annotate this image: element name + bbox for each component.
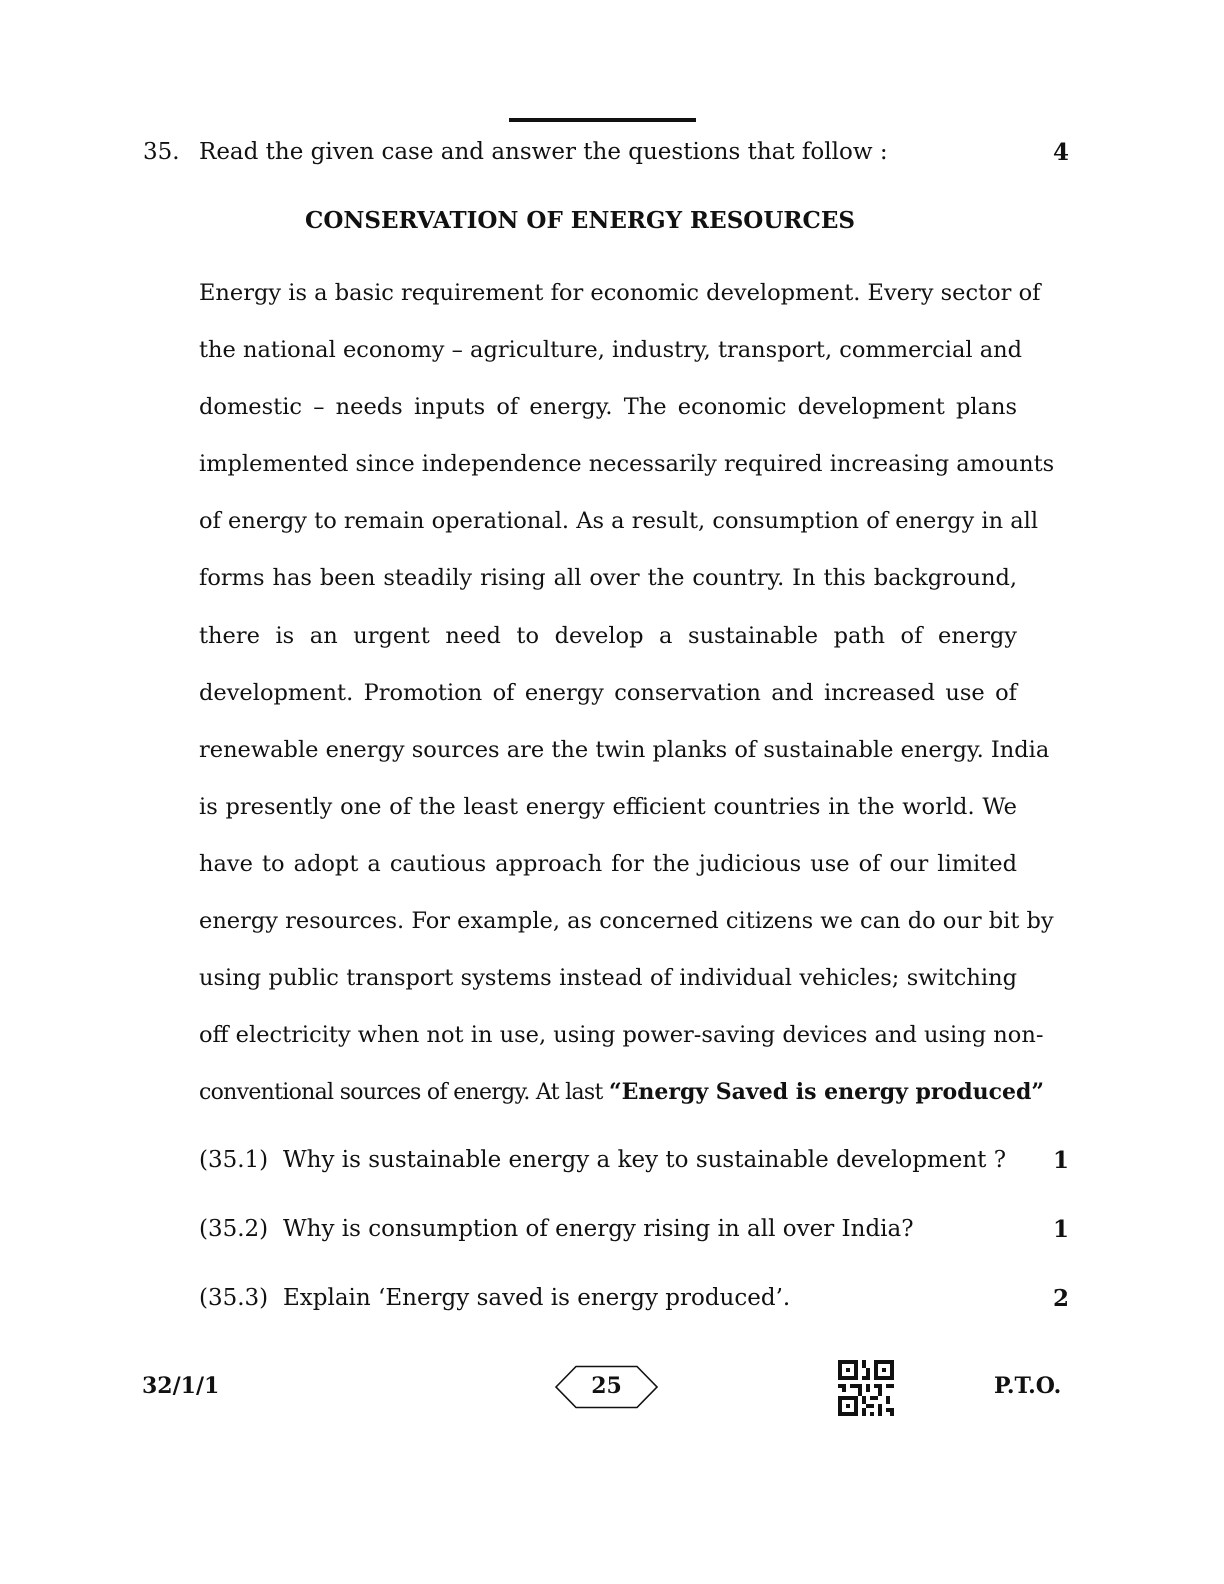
subquestion-number: (35.1) — [199, 1147, 269, 1173]
subquestion-number: (35.2) — [199, 1216, 269, 1242]
passage-line: energy resources. For example, as concerned citizens we can do our bit by — [199, 908, 1054, 935]
passage-line: renewable energy sources are the twin planks of sustainable energy. India — [199, 736, 1050, 763]
subquestion-marks: 1 — [1052, 1216, 1069, 1243]
passage-line: is presently one of the least energy efficient countries in the world. We — [199, 793, 1017, 820]
passage-line: using public transport systems instead of individual vehicles; switching — [199, 965, 1017, 992]
subquestion-marks: 2 — [1052, 1285, 1069, 1312]
passage-line: have to adopt a cautious approach for the judicious use of our limited — [199, 850, 1017, 877]
passage-line: domestic – needs inputs of energy. The economic development plans — [199, 394, 1017, 421]
question-instruction: Read the given case and answer the questions that follow : — [199, 139, 888, 165]
subquestion-number: (35.3) — [199, 1285, 269, 1311]
page-number: 25 — [591, 1373, 622, 1399]
passage-line: development. Promotion of energy conservation and increased use of — [199, 679, 1017, 706]
passage-line: of energy to remain operational. As a result, consumption of energy in all — [199, 508, 1039, 535]
subquestion — [199, 1216, 914, 1242]
passage-line: forms has been steadily rising all over the country. In this background, — [199, 565, 1017, 592]
subquestion — [199, 1147, 1006, 1173]
page-number-badge — [555, 1365, 658, 1409]
top-divider — [509, 118, 696, 122]
subquestion-text: Why is sustainable energy a key to sustainable development ? — [283, 1147, 1007, 1173]
please-turn-over: P.T.O. — [994, 1373, 1062, 1399]
qr-code-icon — [838, 1360, 894, 1416]
passage-line: implemented since independence necessarily required increasing amounts — [199, 451, 1055, 478]
question-number: 35. — [143, 139, 180, 165]
passage-line: off electricity when not in use, using power-saving devices and using non- — [199, 1022, 1044, 1049]
subquestion — [199, 1285, 790, 1311]
paper-code: 32/1/1 — [142, 1373, 220, 1399]
passage-quote: “Energy Saved is energy produced” — [608, 1079, 1044, 1106]
case-passage — [199, 265, 1055, 1121]
question-marks: 4 — [1052, 139, 1069, 166]
passage-line: the national economy – agriculture, industry, transport, commercial and — [199, 337, 1023, 364]
passage-line: there is an urgent need to develop a sustainable path of energy — [199, 622, 1017, 649]
passage-line-last — [199, 1064, 1044, 1121]
subquestion-text: Why is consumption of energy rising in all over India? — [283, 1216, 914, 1242]
case-heading: CONSERVATION OF ENERGY RESOURCES — [305, 207, 855, 234]
passage-last-text: conventional sources of energy. At last — [199, 1080, 609, 1106]
passage-line: Energy is a basic requirement for economic development. Every sector of — [199, 280, 1041, 306]
subquestion-marks: 1 — [1052, 1147, 1069, 1174]
subquestion-text: Explain ‘Energy saved is energy produced’. — [283, 1285, 791, 1311]
